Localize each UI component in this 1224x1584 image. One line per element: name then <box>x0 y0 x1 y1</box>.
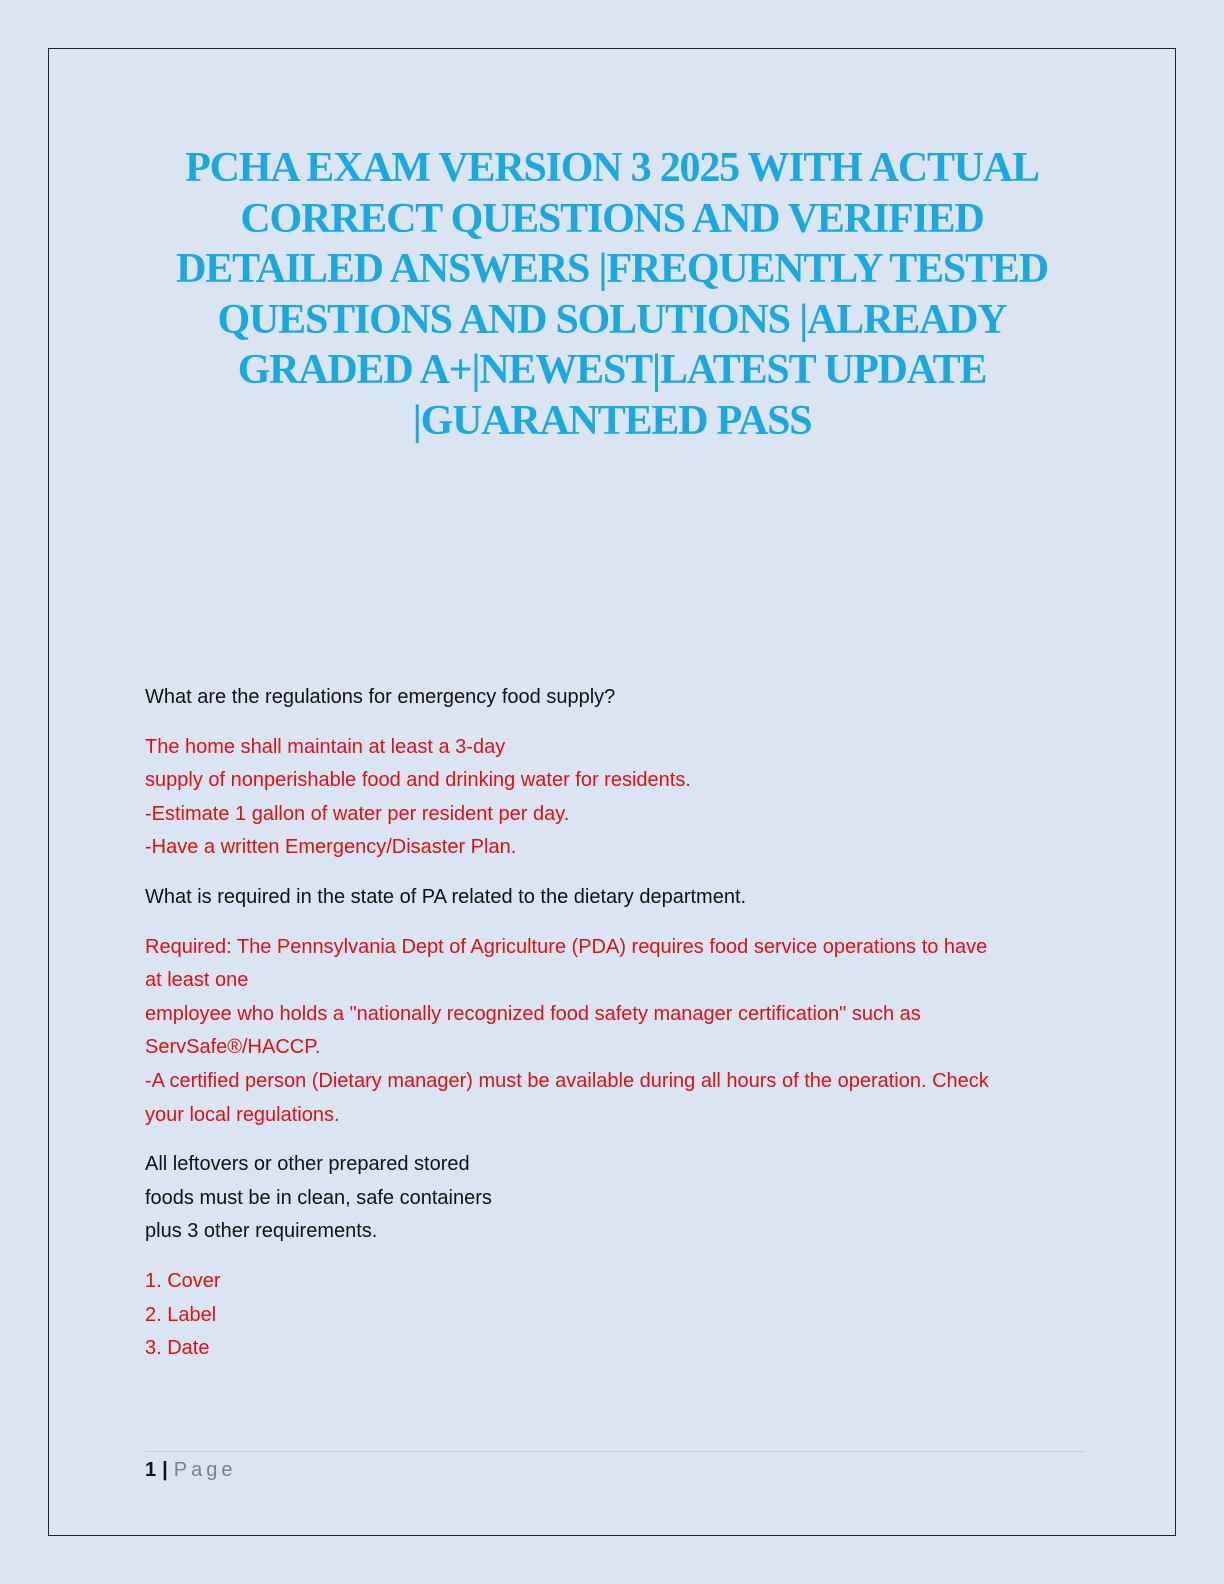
answer-1 <box>145 731 1095 865</box>
page-label: Page <box>173 1459 237 1481</box>
question-1 <box>145 681 1095 715</box>
answer-line: Required: The Pennsylvania Dept of Agriculture (PDA) requires food service operations to have <box>145 935 988 958</box>
qa-content <box>145 681 1095 1382</box>
question-line: plus 3 other requirements. <box>145 1220 378 1243</box>
footer-divider <box>145 1451 1085 1452</box>
answer-line: -Have a written Emergency/Disaster Plan. <box>145 836 517 859</box>
title-line: CORRECT QUESTIONS AND VERIFIED <box>240 195 984 242</box>
document-title <box>130 143 1094 446</box>
title-line: GRADED A+|NEWEST|LATEST UPDATE <box>237 347 987 393</box>
title-line: |GUARANTEED PASS <box>412 397 812 444</box>
footer-separator: | <box>162 1459 168 1481</box>
question-line: What are the regulations for emergency food supply? <box>145 686 616 708</box>
title-line: DETAILED ANSWERS |FREQUENTLY TESTED <box>176 246 1048 292</box>
answer-2 <box>145 931 1095 1133</box>
question-2 <box>145 881 1095 915</box>
answer-line: 2. Label <box>145 1303 217 1326</box>
answer-line: at least one <box>145 969 249 992</box>
answer-3 <box>145 1265 1095 1366</box>
question-3 <box>145 1148 1095 1249</box>
page-footer <box>145 1456 236 1484</box>
title-line: PCHA EXAM VERSION 3 2025 WITH ACTUAL <box>185 145 1039 191</box>
page-number: 1 <box>145 1459 157 1481</box>
question-line: All leftovers or other prepared stored <box>145 1153 470 1176</box>
answer-line: 3. Date <box>145 1337 210 1360</box>
answer-line: your local regulations. <box>145 1103 340 1126</box>
answer-line: supply of nonperishable food and drinking water for residents. <box>145 769 691 792</box>
question-line: What is required in the state of PA related to the dietary department. <box>145 885 747 908</box>
answer-line: 1. Cover <box>145 1269 221 1292</box>
answer-line: -Estimate 1 gallon of water per resident per day. <box>145 802 570 825</box>
title-line: QUESTIONS AND SOLUTIONS |ALREADY <box>217 296 1007 343</box>
answer-line: -A certified person (Dietary manager) must be available during all hours of the operation. Check <box>145 1069 989 1092</box>
answer-line: ServSafe®/HACCP. <box>145 1036 321 1059</box>
answer-line: employee who holds a "nationally recognized food safety manager certification" such as <box>145 1002 921 1025</box>
answer-line: The home shall maintain at least a 3-day <box>145 735 506 758</box>
question-line: foods must be in clean, safe containers <box>145 1186 492 1209</box>
